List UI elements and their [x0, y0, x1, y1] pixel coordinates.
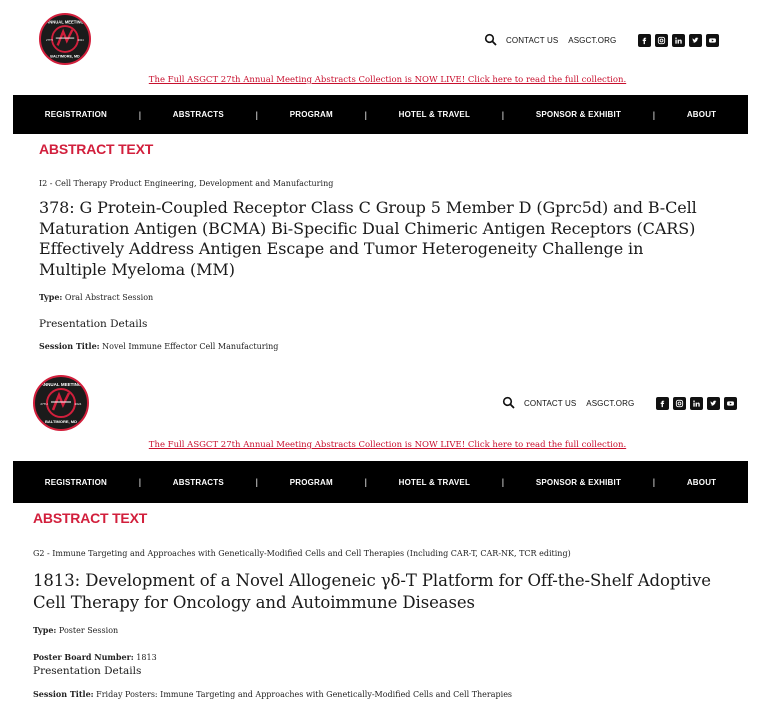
search-icon[interactable]	[484, 33, 498, 47]
presentation-details-heading: Presentation Details	[33, 665, 142, 677]
nav-divider: |	[501, 109, 505, 120]
nav-divider: |	[255, 477, 258, 487]
abstract-type	[39, 292, 153, 302]
abstracts-collection-banner-link[interactable]: The Full ASGCT 27th Annual Meeting Abstracts Collection is NOW LIVE! Click here to read the full collection.	[148, 75, 627, 85]
main-navigation	[13, 461, 748, 503]
type-label: Type:	[39, 292, 63, 302]
nav-program[interactable]: PROGRAM	[289, 477, 333, 487]
abstract-title: 1813: Development of a Novel Allogeneic γδ-T Platform for Off-the-Shelf Adoptive Cell Therapy for Oncology and Autoimmune Diseases	[33, 571, 711, 612]
session-title-value: Novel Immune Effector Cell Manufacturing	[102, 342, 279, 351]
session-title-label: Session Title:	[33, 689, 94, 699]
nav-hotel-travel[interactable]: HOTEL & TRAVEL	[398, 477, 471, 487]
utility-bar	[484, 33, 719, 47]
nav-sponsor-exhibit[interactable]: SPONSOR & EXHIBIT	[535, 477, 622, 487]
asgct-logo[interactable]	[33, 375, 89, 431]
nav-sponsor-exhibit[interactable]: SPONSOR & EXHIBIT	[535, 110, 622, 119]
nav-abstracts[interactable]: ABSTRACTS	[172, 110, 224, 119]
abstract-text-heading: ABSTRACT TEXT	[39, 141, 154, 157]
twitter-icon[interactable]	[707, 397, 720, 410]
logo-year-right: 2024	[77, 38, 84, 42]
meeting-logo-icon	[41, 15, 89, 63]
utility-bar	[502, 396, 737, 410]
linkedin-icon[interactable]	[690, 397, 703, 410]
facebook-icon[interactable]	[656, 397, 669, 410]
asgct-org-link[interactable]: ASGCT.ORG	[568, 35, 617, 45]
nav-divider: |	[138, 477, 142, 487]
nav-registration[interactable]: REGISTRATION	[44, 110, 107, 119]
meeting-logo-icon	[35, 377, 87, 429]
session-title	[33, 689, 512, 699]
nav-divider: |	[501, 477, 505, 487]
poster-board-value: 1813	[136, 653, 157, 662]
youtube-icon[interactable]	[724, 397, 737, 410]
nav-divider: |	[255, 109, 258, 120]
asgct-org-link[interactable]: ASGCT.ORG	[586, 398, 635, 408]
logo-city: BALTIMORE, MD	[45, 419, 77, 424]
abstract-category: I2 - Cell Therapy Product Engineering, Development and Manufacturing	[39, 179, 334, 188]
abstract-title: 378: G Protein-Coupled Receptor Class C Group 5 Member D (Gprc5d) and B-Cell Maturation Antigen (BCMA) Bi-Specific Dual Chimeric Antigen Receptors (CARS) Effectively Address Antigen Escape and Tumor Heterogeneity Challenge in Multiple Myeloma (MM)	[39, 198, 697, 279]
nav-hotel-travel[interactable]: HOTEL & TRAVEL	[398, 110, 471, 119]
type-value: Poster Session	[58, 626, 119, 635]
session-title-value: Friday Posters: Immune Targeting and Approaches with Genetically-Modified Cells and Cell Therapies	[96, 690, 513, 699]
poster-board-label: Poster Board Number:	[33, 652, 134, 662]
session-title-label: Session Title:	[39, 341, 100, 351]
nav-registration[interactable]: REGISTRATION	[44, 477, 107, 487]
nav-divider: |	[652, 477, 656, 487]
abstracts-collection-banner-link[interactable]: The Full ASGCT 27th Annual Meeting Abstracts Collection is NOW LIVE! Click here to read the full collection.	[148, 440, 627, 450]
session-title	[39, 341, 278, 351]
youtube-icon[interactable]	[706, 34, 719, 47]
nav-divider: |	[652, 109, 656, 120]
facebook-icon[interactable]	[638, 34, 651, 47]
logo-city: BALTIMORE, MD	[50, 54, 80, 59]
type-value: Oral Abstract Session	[64, 293, 154, 302]
instagram-icon[interactable]	[655, 34, 668, 47]
twitter-icon[interactable]	[689, 34, 702, 47]
nav-divider: |	[138, 109, 142, 120]
search-icon[interactable]	[502, 396, 516, 410]
abstract-type	[33, 625, 118, 635]
abstract-text-heading: ABSTRACT TEXT	[33, 510, 148, 526]
poster-board-number	[33, 652, 157, 662]
instagram-icon[interactable]	[673, 397, 686, 410]
nav-divider: |	[364, 477, 367, 487]
nav-abstracts[interactable]: ABSTRACTS	[172, 477, 224, 487]
logo-ring-text: ANNUAL MEETING	[40, 382, 82, 387]
nav-program[interactable]: PROGRAM	[289, 110, 333, 119]
type-label: Type:	[33, 625, 57, 635]
nav-about[interactable]: ABOUT	[686, 110, 717, 119]
logo-year-left: 27TH	[40, 402, 48, 406]
contact-us-link[interactable]: CONTACT US	[506, 35, 559, 45]
nav-divider: |	[364, 109, 367, 120]
abstract-category: G2 - Immune Targeting and Approaches with Genetically-Modified Cells and Cell Therapies (Including CAR-T, CAR-NK, TCR editing)	[33, 549, 571, 558]
contact-us-link[interactable]: CONTACT US	[524, 398, 577, 408]
asgct-logo[interactable]	[39, 13, 91, 65]
social-links	[656, 397, 737, 410]
linkedin-icon[interactable]	[672, 34, 685, 47]
social-links	[638, 34, 719, 47]
presentation-details-heading: Presentation Details	[39, 318, 148, 330]
logo-ring-text: ANNUAL MEETING	[46, 19, 84, 25]
main-navigation	[13, 95, 748, 134]
bottom-page-panel	[0, 360, 775, 711]
logo-year-left: 27TH	[45, 38, 53, 42]
nav-about[interactable]: ABOUT	[686, 477, 717, 487]
logo-year-right: 2024	[74, 402, 82, 406]
